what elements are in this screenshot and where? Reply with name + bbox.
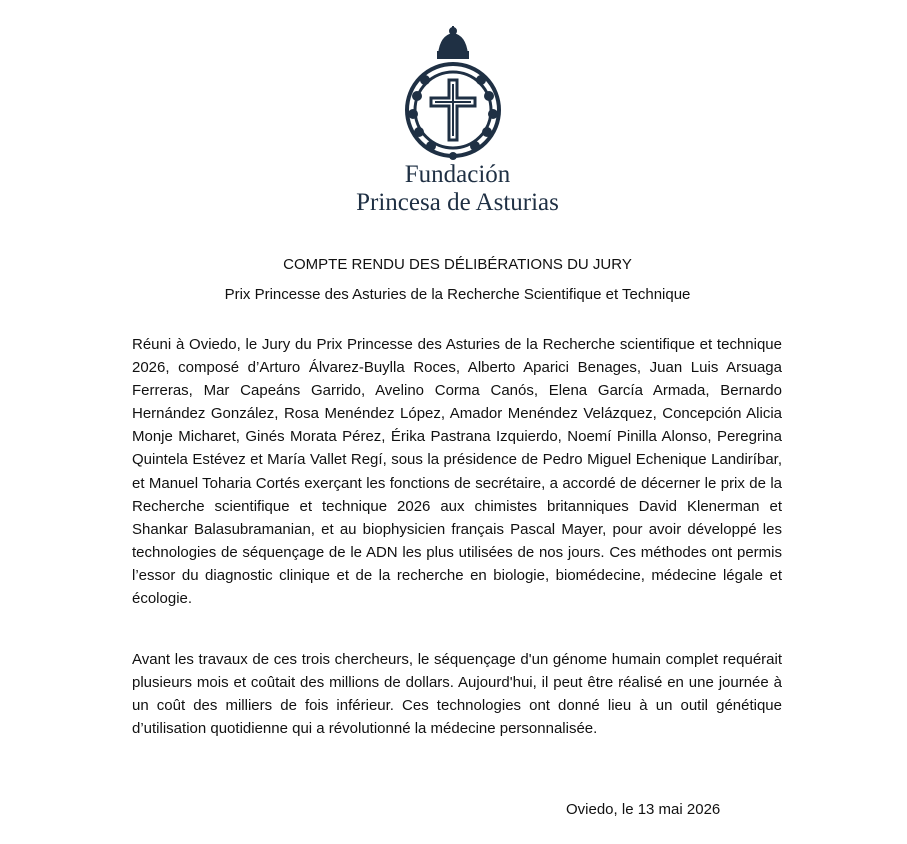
- crown-cross-wreath-emblem-icon: [403, 24, 503, 162]
- foundation-name-line2: Princesa de Asturias: [356, 189, 559, 216]
- document-title: COMPTE RENDU DES DÉLIBÉRATIONS DU JURY: [283, 256, 632, 273]
- document-subtitle: Prix Princesse des Asturies de la Recherche Scientifique et Technique: [224, 286, 691, 303]
- foundation-name-line1: Fundación: [404, 161, 511, 188]
- paragraph-context: Avant les travaux de ces trois chercheurs, le séquençage d'un génome humain complet requérait plusieurs mois et coûtait des millions de dollars. Aujourd'hui, il peut être réalisé en une journée à un coût des milliers de fois inférieur. Ces technologies ont donné lieu à un outil génétique d’utilisation quotidienne qui a révolutionné la médecine personnalisée.: [132, 651, 782, 738]
- date-line: Oviedo, le 13 mai 2026: [566, 801, 721, 818]
- paragraph-jury: Réuni à Oviedo, le Jury du Prix Princesse des Asturies de la Recherche scientifique et technique 2026, composé d’Arturo Álvarez-Buylla Roces, Alberto Aparici Benages, Juan Luis Arsuaga Ferreras, Mar Capeáns Garrido, Avelino Corma Canós, Elena García Armada, Bernardo Hernández González, Rosa Menéndez López, Amador Menéndez Velázquez, Concepción Alicia Monje Micharet, Ginés Morata Pérez, Érika Pastrana Izquierdo, Noemí Pinilla Alonso, Peregrina Quintela Estévez et María Vallet Regí, sous la présidence de Pedro Miguel Echenique Landiríbar, et Manuel Toharia Cortés exerçant les fonctions de secrétaire, a accordé de décerner le prix de la Recherche scientifique et technique 2026 aux chimistes britanniques David Klenerman et Shankar Balasubramanian, et au biophysicien français Pascal Mayer, pour avoir développé les technologies de séquençage de le ADN les plus utilisées de nos jours. Ces méthodes ont permis l’essor du diagnostic clinique et de la recherche en biologie, biomédecine, médecine légale et écologie.: [132, 336, 782, 608]
